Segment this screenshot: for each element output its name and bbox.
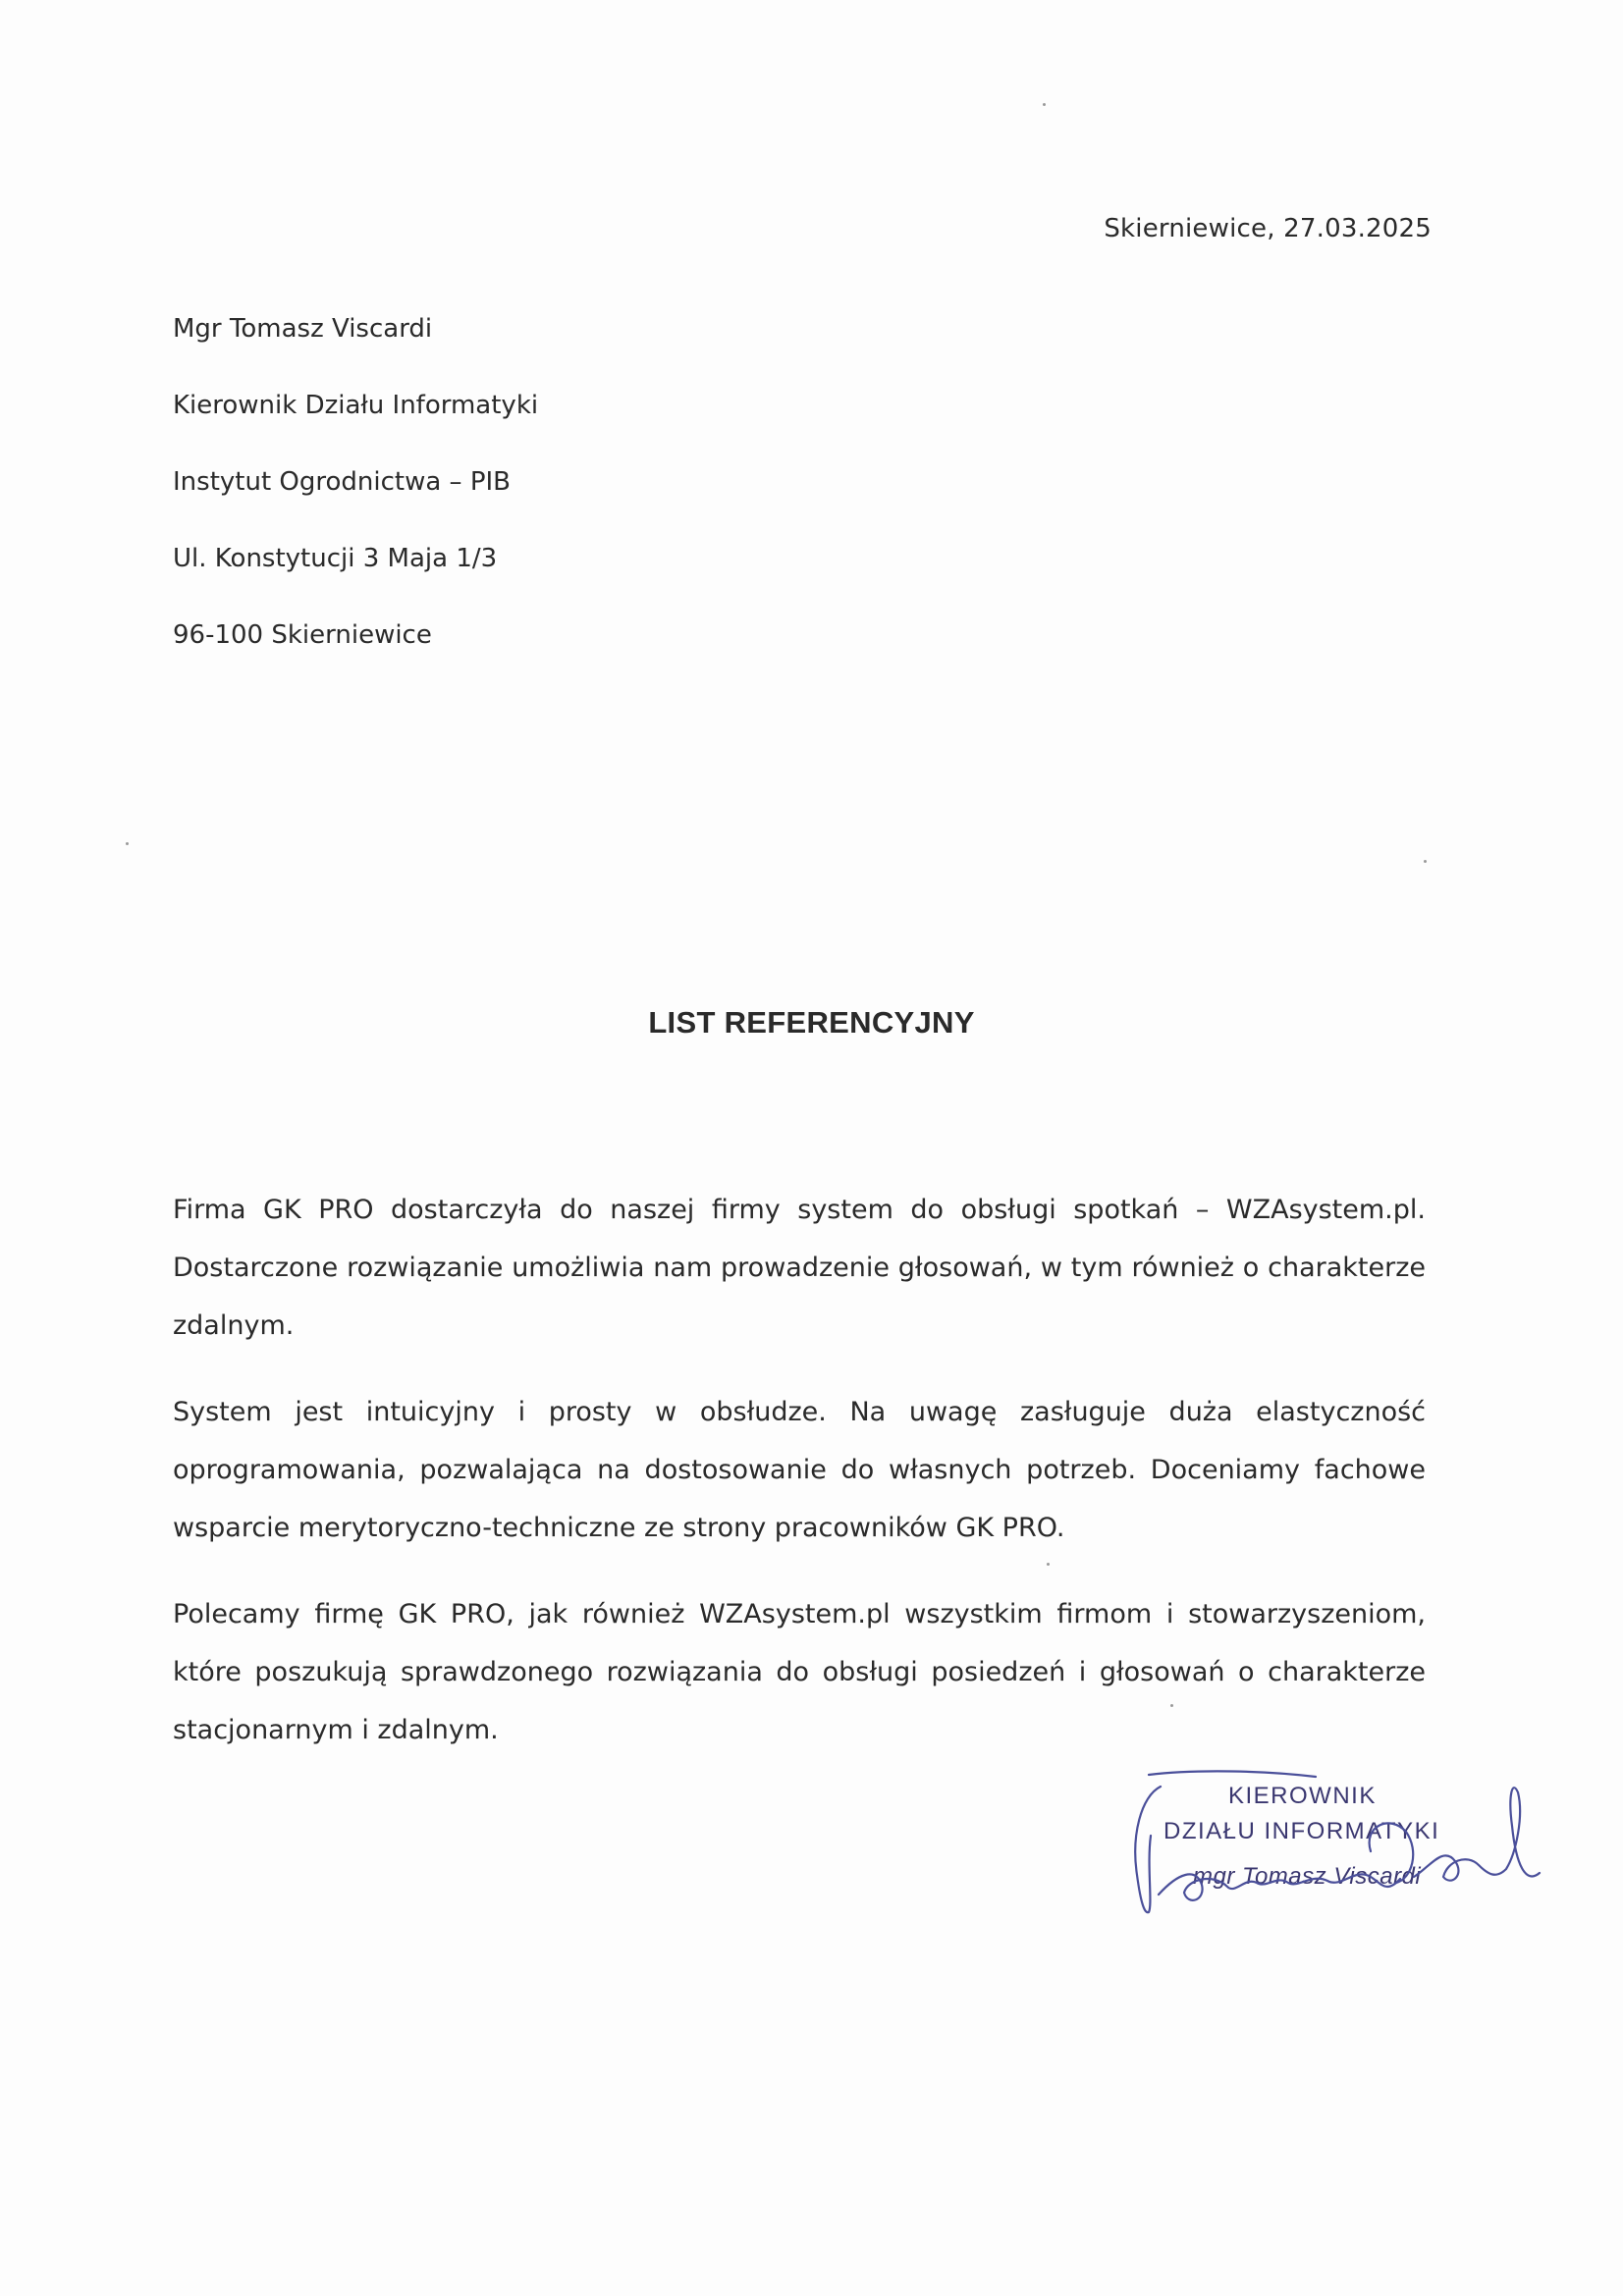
letter-title: LIST REFERENCYJNY xyxy=(648,1005,975,1040)
date-line: Skierniewice, 27.03.2025 xyxy=(1104,214,1432,243)
recipient-position: Kierownik Działu Informatyki xyxy=(173,391,539,420)
recipient-street: Ul. Konstytucji 3 Maja 1/3 xyxy=(173,544,498,573)
stamp-line-name: mgr Tomasz Viscardi xyxy=(1193,1863,1422,1890)
paragraph-1: Firma GK PRO dostarczyła do naszej firmy system do obsługi spotkań – WZAsystem.pl. Dostarczone rozwiązanie umożliwia nam prowadzenie głosowań, w tym również o charakterze zdalnym. xyxy=(173,1195,1426,1341)
signature-stroke-body xyxy=(1159,1874,1400,1900)
stamp-line-department: DZIAŁU INFORMATYKI xyxy=(1163,1818,1440,1844)
scan-speck xyxy=(1170,1704,1173,1707)
letter-body xyxy=(173,1181,1426,1788)
signature-stroke-d-loop xyxy=(1370,1823,1414,1883)
signature-stroke-tail xyxy=(1414,1788,1540,1881)
scan-speck xyxy=(126,842,129,845)
recipient-organization: Instytut Ogrodnictwa – PIB xyxy=(173,467,512,497)
scan-speck xyxy=(1043,103,1046,106)
scan-speck xyxy=(1424,860,1427,863)
handwritten-signature xyxy=(1119,1757,1551,1929)
signature-stroke-left-loop xyxy=(1135,1787,1161,1912)
recipient-city: 96-100 Skierniewice xyxy=(173,620,432,650)
stamp-line-title: KIEROWNIK xyxy=(1228,1783,1377,1809)
scan-speck xyxy=(1047,1563,1050,1566)
signature-stroke-t-bar xyxy=(1149,1771,1316,1777)
paragraph-3: Polecamy firmę GK PRO, jak również WZAsystem.pl wszystkim firmom i stowarzyszeniom, które poszukują sprawdzonego rozwiązania do obsługi posiedzeń i głosowań o charakterze stacjonarnym i zdalnym. xyxy=(173,1599,1426,1745)
recipient-name: Mgr Tomasz Viscardi xyxy=(173,314,433,344)
recipient-block xyxy=(173,291,538,673)
paragraph-2: System jest intuicyjny i prosty w obsłudze. Na uwagę zasługuje duża elastyczność oprogramowania, pozwalająca na dostosowanie do własnych potrzeb. Doceniamy fachowe wsparcie merytoryczno-techniczne ze strony pracowników GK PRO. xyxy=(173,1397,1426,1543)
